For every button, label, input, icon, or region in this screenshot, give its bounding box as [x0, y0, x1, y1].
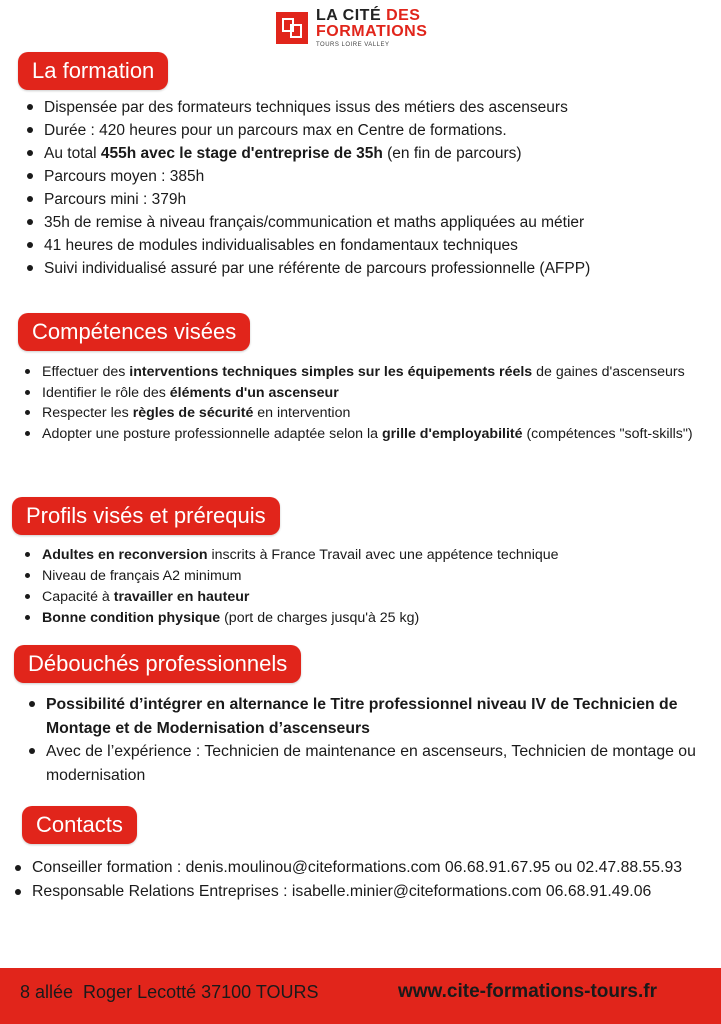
list-item: Respecter les règles de sécurité en intervention [20, 403, 700, 424]
list-item: Possibilité d’intégrer en alternance le Titre professionnel niveau IV de Technicien de Montage et de Modernisation d’ascenseurs [24, 693, 714, 740]
logo-line1-b: DES [381, 7, 421, 24]
contact-item: Responsable Relations Entreprises : isabelle.minier@citeformations.com 06.68.91.49.06 [10, 880, 710, 904]
section-title-formation: La formation [18, 52, 168, 90]
logo-line3: TOURS LOIRE VALLEY [316, 42, 390, 48]
footer-website-link[interactable]: www.cite-formations-tours.fr [398, 981, 657, 1002]
logo-line1-a: LA CITÉ [316, 7, 382, 24]
debouches-list [24, 693, 714, 787]
contact-item: Conseiller formation : denis.moulinou@citeformations.com 06.68.91.67.95 ou 02.47.88.55.93 [10, 856, 710, 880]
logo [276, 8, 427, 48]
list-item: Capacité à travailler en hauteur [20, 587, 710, 608]
list-item: Effectuer des interventions techniques simples sur les équipements réels de gaines d'ascenseurs [20, 362, 700, 383]
section-title-debouches: Débouchés professionnels [14, 645, 301, 683]
profils-list [20, 545, 710, 629]
list-item: Parcours moyen : 385h [22, 165, 712, 188]
formation-list [22, 96, 712, 280]
list-item: Suivi individualisé assuré par une référente de parcours professionnelle (AFPP) [22, 257, 712, 280]
list-item: Adopter une posture professionnelle adaptée selon la grille d'employabilité (compétences "soft-skills") [20, 424, 700, 445]
logo-mark-icon [276, 12, 308, 44]
contacts-list [10, 856, 710, 904]
footer-bar [0, 968, 721, 1024]
section-title-profils: Profils visés et prérequis [12, 497, 280, 535]
list-item: Parcours mini : 379h [22, 188, 712, 211]
footer-address: 8 allée Roger Lecotté 37100 TOURS [20, 982, 319, 1002]
list-item: 41 heures de modules individualisables en fondamentaux techniques [22, 234, 712, 257]
list-item: Avec de l’expérience : Technicien de maintenance en ascenseurs, Technicien de montage ou modernisation [24, 740, 714, 787]
logo-line2: FORMATIONS [316, 23, 428, 40]
list-item: Dispensée par des formateurs techniques issus des métiers des ascenseurs [22, 96, 712, 119]
list-item: 35h de remise à niveau français/communication et maths appliquées au métier [22, 211, 712, 234]
list-item: Au total 455h avec le stage d'entreprise de 35h (en fin de parcours) [22, 142, 712, 165]
section-title-contacts: Contacts [22, 806, 137, 844]
competences-list [20, 362, 700, 444]
logo-text [316, 8, 427, 48]
list-item: Bonne condition physique (port de charges jusqu'à 25 kg) [20, 608, 710, 629]
list-item: Identifier le rôle des éléments d'un ascenseur [20, 383, 700, 404]
section-title-competences: Compétences visées [18, 313, 250, 351]
list-item: Niveau de français A2 minimum [20, 566, 710, 587]
list-item: Durée : 420 heures pour un parcours max en Centre de formations. [22, 119, 712, 142]
list-item: Adultes en reconversion inscrits à France Travail avec une appétence technique [20, 545, 710, 566]
